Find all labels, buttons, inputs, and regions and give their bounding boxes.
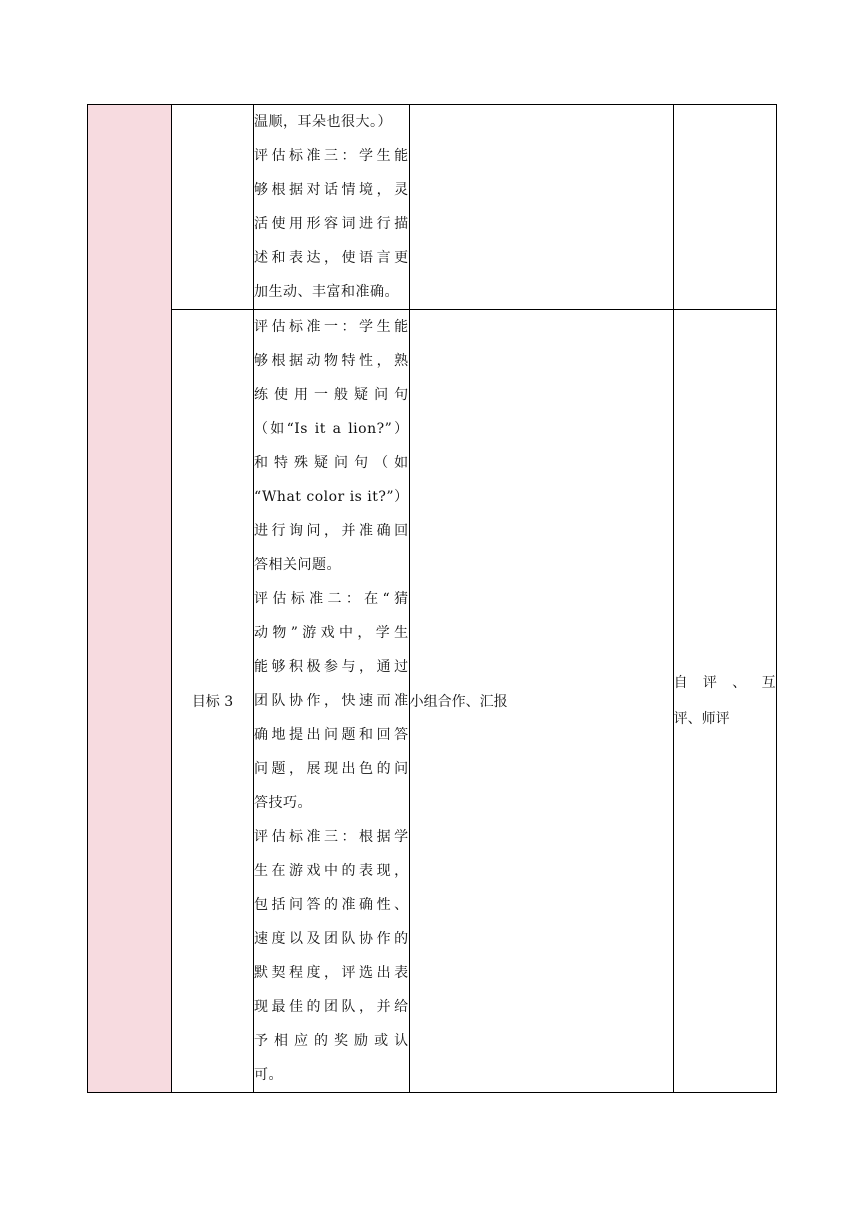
mode-cell bbox=[673, 310, 776, 1093]
criteria-line: 默契程度，评选出表 bbox=[254, 965, 409, 981]
criteria-line: 问题，展现出色的问 bbox=[254, 761, 409, 777]
criteria-line: “What color is it?”） bbox=[254, 489, 409, 505]
criteria-line: 够根据动物特性，熟 bbox=[254, 353, 409, 369]
criteria-line: 确地提出问题和回答 bbox=[254, 727, 409, 743]
criteria-line: 予相应的奖励或认 bbox=[254, 1033, 409, 1049]
criteria-line: 可。 bbox=[254, 1067, 283, 1083]
mode-line: 评、师评 bbox=[673, 711, 730, 727]
criteria-cell bbox=[254, 105, 410, 310]
criteria-line: 够根据对话情境，灵 bbox=[254, 182, 409, 198]
goal-cell bbox=[172, 310, 254, 1093]
criteria-line: 评估标准三：根据学 bbox=[254, 829, 409, 845]
mode-line: 自评、互 bbox=[673, 675, 776, 691]
criteria-line: 加生动、丰富和准确。 bbox=[254, 284, 399, 300]
goal-cell bbox=[172, 105, 254, 310]
criteria-line: 现最佳的团队，并给 bbox=[254, 999, 409, 1015]
criteria-line: 和特殊疑问句（如 bbox=[254, 455, 409, 471]
criteria-line: 述和表达，使语言更 bbox=[254, 250, 409, 266]
criteria-cell bbox=[254, 310, 410, 1093]
criteria-line: 练使用一般疑问句 bbox=[254, 387, 409, 403]
method-cell bbox=[409, 105, 673, 310]
criteria-line: 动物”游戏中，学生 bbox=[254, 625, 409, 641]
method-text: 小组合作、汇报 bbox=[409, 694, 508, 710]
criteria-line: 评估标准二：在“猜 bbox=[254, 591, 409, 607]
criteria-line: 活使用形容词进行描 bbox=[254, 216, 409, 232]
criteria-line: 评估标准三：学生能 bbox=[254, 148, 409, 164]
criteria-line: （如“Is it a lion?”） bbox=[254, 421, 409, 437]
criteria-line: 团队协作，快速而准 bbox=[254, 693, 409, 709]
criteria-line: 评估标准一：学生能 bbox=[254, 319, 409, 335]
table-row bbox=[88, 105, 777, 310]
criteria-line: 答相关问题。 bbox=[254, 557, 341, 573]
evaluation-table bbox=[87, 104, 777, 1093]
criteria-line: 进行询问，并准确回 bbox=[254, 523, 409, 539]
method-cell bbox=[409, 310, 673, 1093]
table-row bbox=[88, 310, 777, 1093]
criteria-line: 答技巧。 bbox=[254, 795, 312, 811]
criteria-line: 温顺，耳朵也很大。） bbox=[254, 114, 392, 130]
criteria-line: 能够积极参与，通过 bbox=[254, 659, 409, 675]
goal-label: 目标 3 bbox=[191, 694, 234, 710]
section-side-cell bbox=[88, 105, 172, 1093]
criteria-line: 生在游戏中的表现， bbox=[254, 863, 409, 879]
mode-cell bbox=[673, 105, 776, 310]
criteria-line: 速度以及团队协作的 bbox=[254, 931, 409, 947]
criteria-line: 包括问答的准确性、 bbox=[254, 897, 409, 913]
